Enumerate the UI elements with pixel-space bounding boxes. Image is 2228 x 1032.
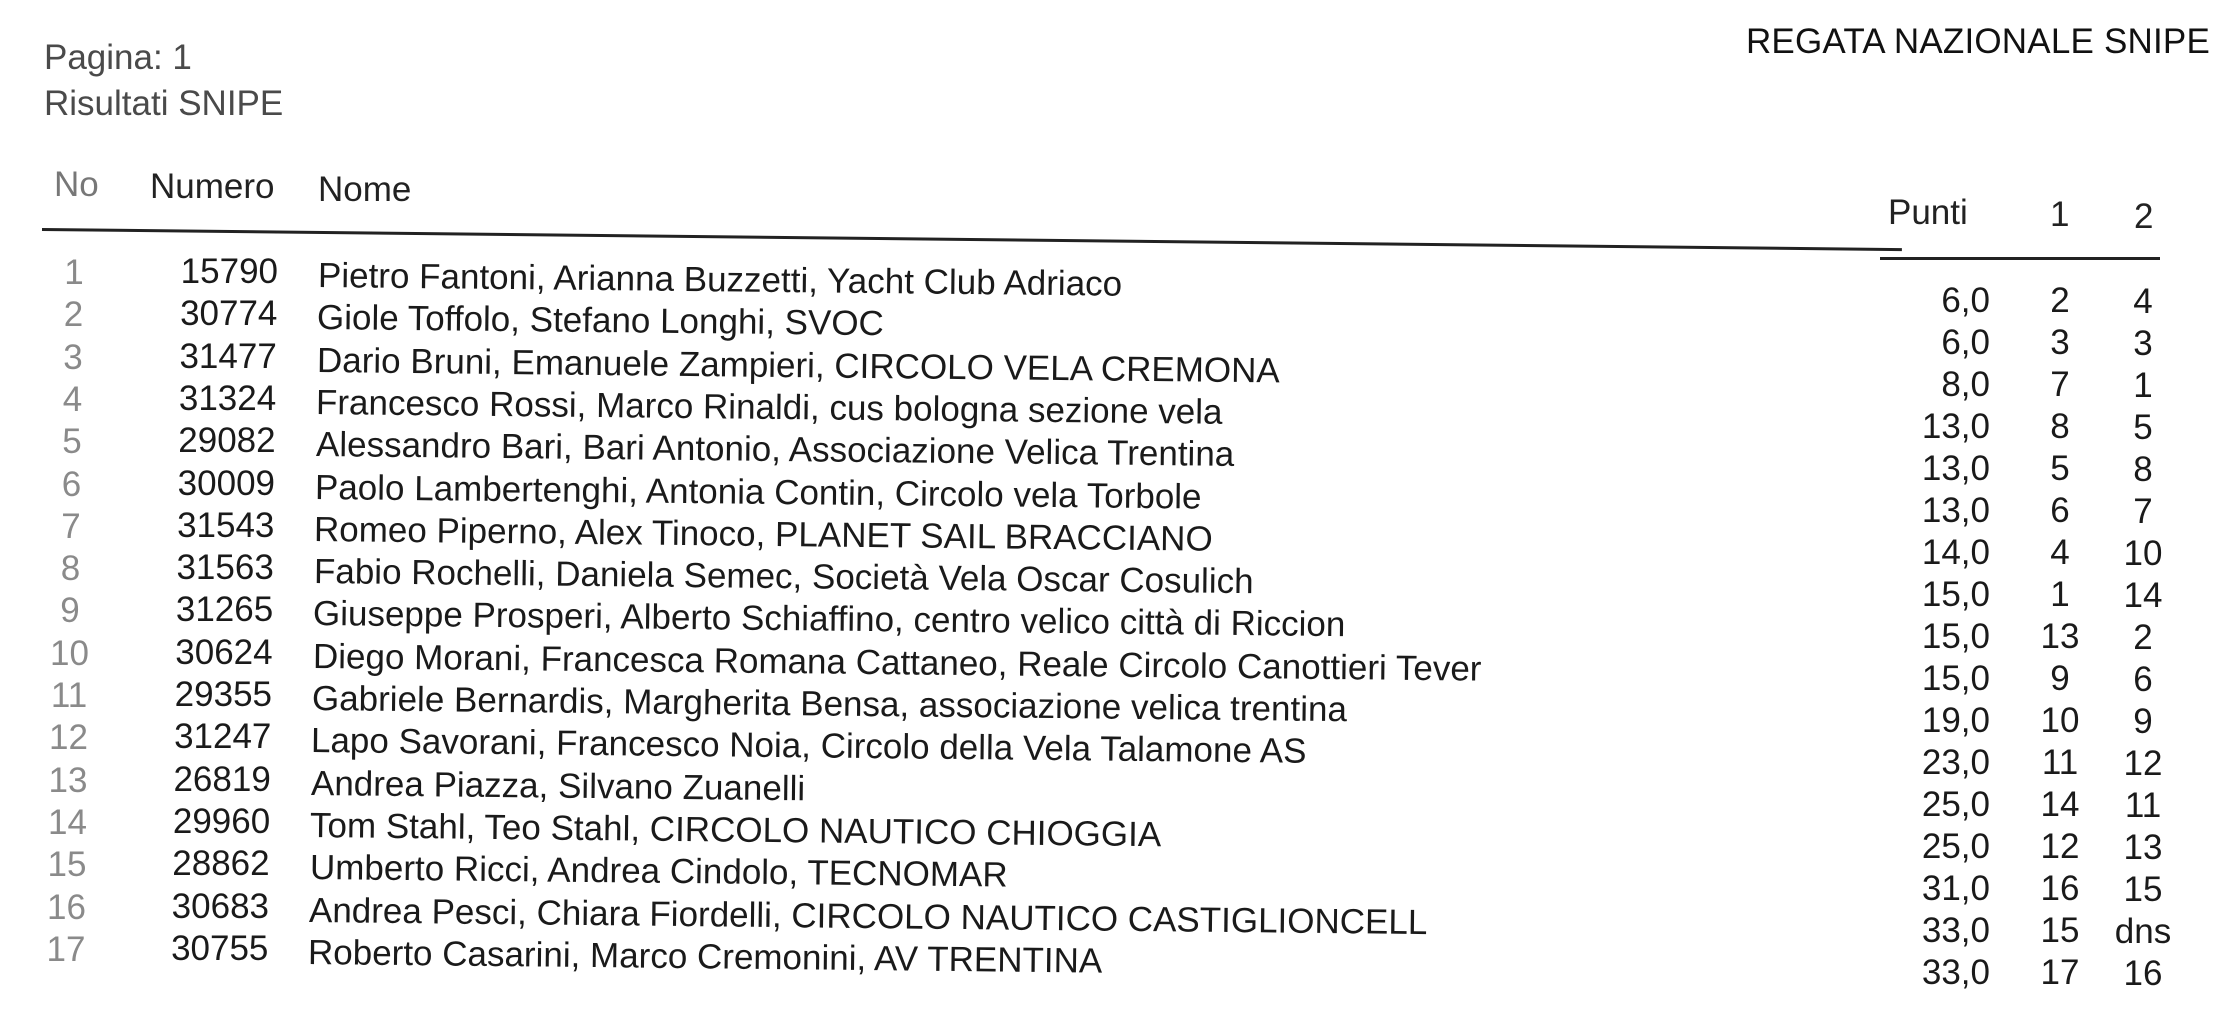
row-position: 13: [48, 760, 88, 800]
crew-club-name: Dario Bruni, Emanuele Zampieri, CIRCOLO VELA CREMONA: [316, 340, 1280, 391]
points-value: 25,0: [1921, 785, 1990, 824]
crew-club-name: Roberto Casarini, Marco Cremonini, AV TRENTINA: [308, 932, 1103, 981]
sail-number: 30624: [175, 632, 273, 672]
column-header-punti: Punti: [1888, 193, 1968, 232]
race-1-result: 9: [2050, 659, 2070, 698]
row-position: 11: [50, 676, 88, 715]
crew-club-name: Andrea Piazza, Silvano Zuanelli: [310, 763, 806, 808]
header-rule-right: [1880, 257, 2160, 260]
sail-number: 31563: [176, 548, 274, 588]
sail-number: 30683: [171, 886, 269, 926]
row-position: 1: [64, 253, 84, 292]
race-2-result: 1: [2133, 366, 2153, 405]
row-position: 14: [48, 802, 87, 842]
sail-number: 31324: [178, 378, 277, 418]
sail-number: 30774: [180, 294, 278, 334]
crew-club-name: Francesco Rossi, Marco Rinaldi, cus bologna sezione vela: [315, 382, 1223, 432]
race-2-result: 12: [2123, 744, 2163, 783]
crew-club-name: Fabio Rochelli, Daniela Semec, Società Vela Oscar Cosulich: [313, 552, 1254, 602]
sail-number: 15790: [180, 252, 278, 291]
race-1-result: 14: [2040, 785, 2080, 824]
race-2-result: 10: [2123, 534, 2163, 573]
points-value: 13,0: [1921, 491, 1990, 530]
row-position: 6: [61, 464, 82, 504]
sail-number: 31543: [177, 505, 275, 545]
sail-number: 30755: [171, 928, 269, 968]
race-2-result: dns: [2114, 912, 2172, 951]
results-subtitle: Risultati SNIPE: [44, 84, 284, 123]
crew-club-name: Andrea Pesci, Chiara Fiordelli, CIRCOLO NAUTICO CASTIGLIONCELL: [308, 890, 1428, 942]
points-value: 14,0: [1921, 533, 1990, 572]
crew-club-name: Tom Stahl, Teo Stahl, CIRCOLO NAUTICO CHIOGGIA: [309, 805, 1162, 855]
race-1-result: 12: [2040, 827, 2080, 866]
race-2-result: 9: [2133, 702, 2153, 741]
sail-number: 26819: [173, 759, 271, 799]
row-position: 5: [62, 422, 82, 462]
race-1-result: 4: [2050, 533, 2070, 572]
points-value: 13,0: [1921, 449, 1990, 488]
page-label: Pagina: 1: [44, 38, 192, 77]
race-2-result: 6: [2133, 660, 2153, 699]
crew-club-name: Romeo Piperno, Alex Tinoco, PLANET SAIL BRACCIANO: [314, 509, 1214, 559]
crew-club-name: Diego Morani, Francesca Romana Cattaneo, Reale Circolo Canottieri Tever: [312, 636, 1482, 689]
race-1-result: 2: [2050, 281, 2070, 320]
points-value: 15,0: [1921, 659, 1990, 698]
points-value: 33,0: [1921, 953, 1990, 992]
points-value: 8,0: [1941, 365, 1990, 404]
race-1-result: 13: [2040, 617, 2080, 656]
sail-number: 29960: [172, 801, 271, 841]
race-2-result: 5: [2133, 408, 2153, 447]
crew-club-name: Umberto Ricci, Andrea Cindolo, TECNOMAR: [309, 848, 1008, 895]
row-position: 9: [60, 591, 80, 631]
race-1-result: 8: [2050, 407, 2070, 446]
race-1-result: 11: [2041, 743, 2079, 782]
column-header-race-2: 2: [2134, 197, 2154, 236]
row-position: 3: [63, 337, 83, 377]
row-position: 10: [50, 633, 89, 673]
row-position: 15: [47, 845, 87, 885]
race-2-result: 8: [2133, 450, 2153, 489]
row-position: 7: [61, 506, 81, 546]
race-2-result: 3: [2133, 324, 2153, 363]
crew-club-name: Lapo Savorani, Francesco Noia, Circolo della Vela Talamone AS: [311, 721, 1308, 772]
race-1-result: 17: [2040, 953, 2080, 992]
race-1-result: 3: [2050, 323, 2070, 362]
row-position: 17: [46, 929, 86, 969]
race-2-result: 2: [2133, 618, 2153, 657]
race-2-result: 13: [2123, 828, 2163, 867]
sail-number: 30009: [177, 463, 275, 503]
race-2-result: 7: [2133, 492, 2153, 531]
sail-number: 29082: [178, 421, 276, 461]
crew-club-name: Pietro Fantoni, Arianna Buzzetti, Yacht Club Adriaco: [317, 256, 1123, 304]
sail-number: 31477: [179, 336, 277, 376]
points-value: 33,0: [1921, 911, 1990, 950]
header-rule-left: [42, 228, 1902, 251]
column-header-nome: Nome: [318, 170, 412, 209]
crew-club-name: Giole Toffolo, Stefano Longhi, SVOC: [317, 298, 885, 344]
row-position: 8: [60, 549, 81, 589]
race-1-result: 5: [2050, 449, 2070, 488]
row-position: 16: [47, 887, 86, 927]
crew-club-name: Giuseppe Prosperi, Alberto Schiaffino, centro velico città di Riccion: [312, 594, 1346, 645]
points-value: 25,0: [1921, 827, 1990, 866]
race-2-result: 16: [2123, 954, 2163, 993]
race-1-result: 10: [2040, 701, 2080, 740]
points-value: 23,0: [1921, 743, 1990, 782]
points-value: 31,0: [1921, 869, 1990, 908]
race-2-result: 11: [2124, 786, 2162, 825]
points-value: 6,0: [1941, 323, 1990, 362]
row-position: 2: [63, 295, 84, 335]
column-header-race-1: 1: [2050, 195, 2070, 234]
sail-number: 31247: [174, 717, 272, 757]
race-1-result: 6: [2050, 491, 2070, 530]
race-1-result: 16: [2040, 869, 2080, 908]
race-2-result: 4: [2133, 282, 2153, 321]
race-1-result: 7: [2050, 365, 2070, 404]
points-value: 13,0: [1921, 407, 1990, 446]
row-position: 4: [62, 379, 83, 419]
points-value: 15,0: [1921, 617, 1990, 656]
row-position: 12: [49, 718, 88, 758]
race-2-result: 14: [2123, 576, 2163, 615]
points-value: 6,0: [1941, 281, 1990, 320]
sail-number: 29355: [174, 675, 272, 714]
event-title: REGATA NAZIONALE SNIPE: [1745, 22, 2210, 61]
race-1-result: 1: [2050, 575, 2070, 614]
column-header-numero: Numero: [150, 167, 275, 206]
race-2-result: 15: [2123, 870, 2163, 909]
sail-number: 31265: [175, 590, 274, 630]
crew-club-name: Alessandro Bari, Bari Antonio, Associazione Velica Trentina: [315, 425, 1235, 475]
points-value: 15,0: [1921, 575, 1990, 614]
crew-club-name: Paolo Lambertenghi, Antonia Contin, Circolo vela Torbole: [314, 467, 1202, 517]
race-1-result: 15: [2040, 911, 2080, 950]
column-header-no: No: [54, 165, 99, 204]
crew-club-name: Gabriele Bernardis, Margherita Bensa, associazione velica trentina: [311, 679, 1348, 730]
points-value: 19,0: [1921, 701, 1990, 740]
sail-number: 28862: [172, 844, 270, 884]
